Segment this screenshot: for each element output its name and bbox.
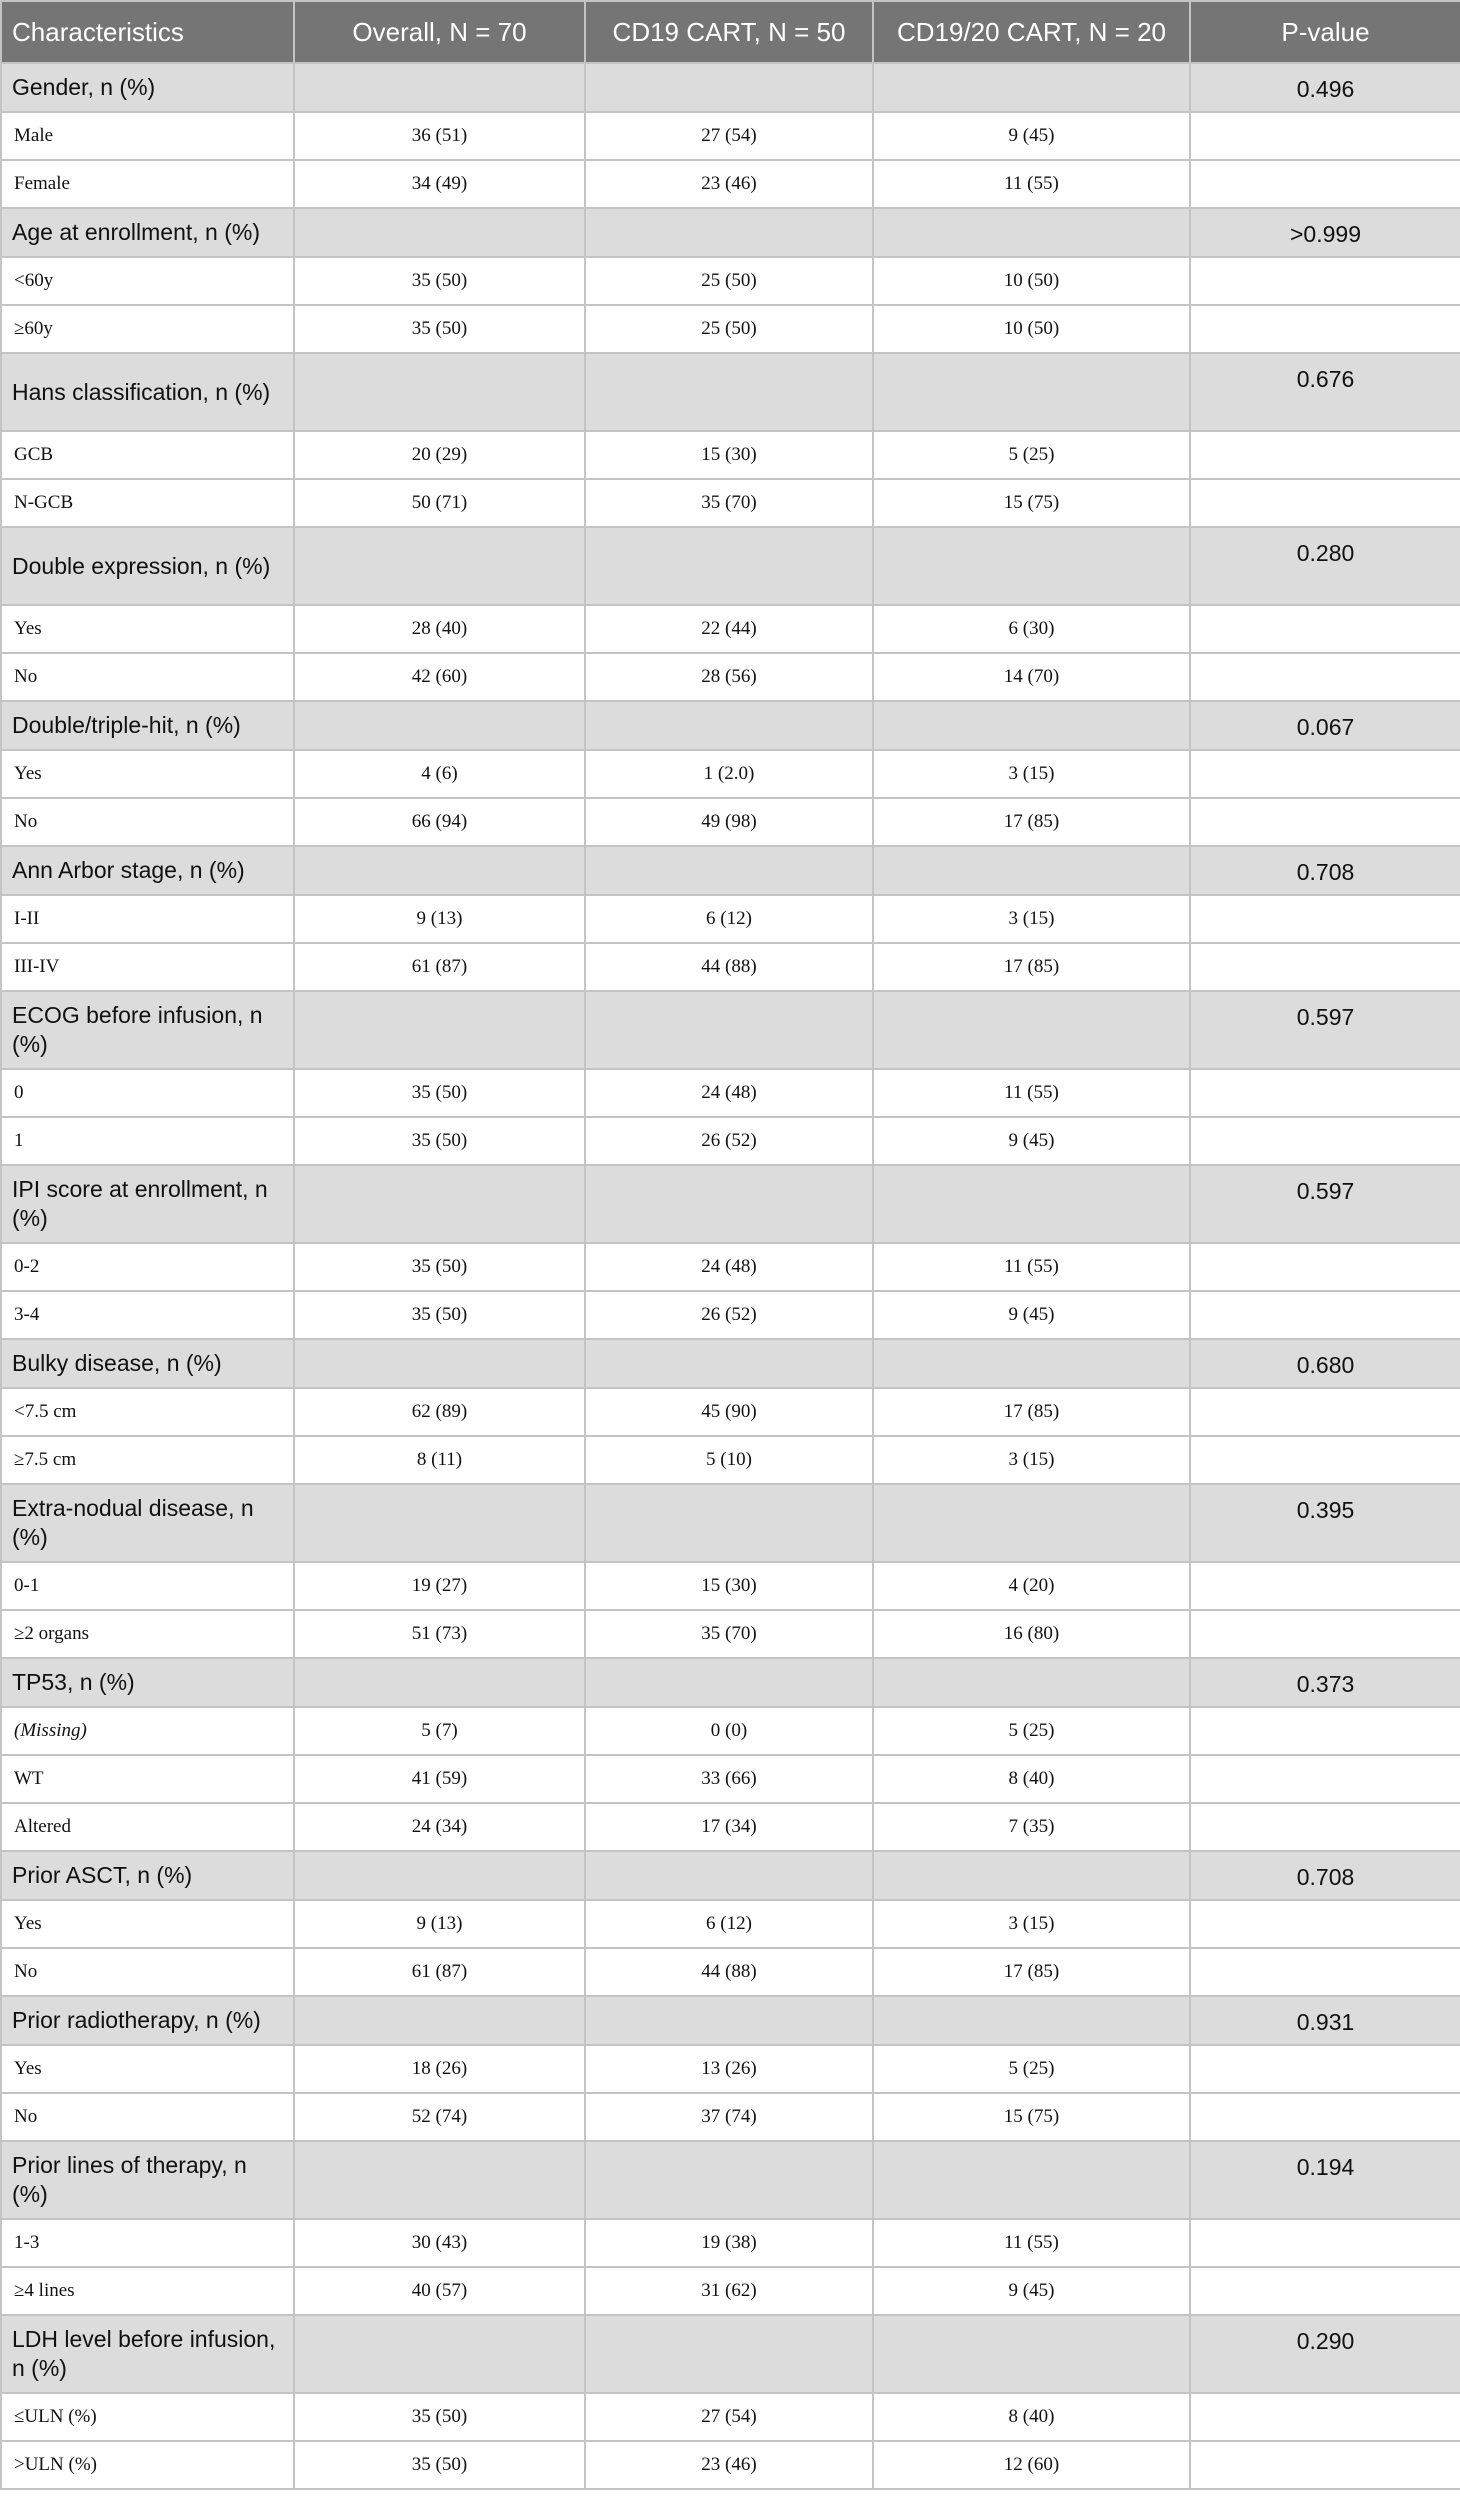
empty-cell: [873, 527, 1190, 605]
table-row: [1, 1243, 1460, 1291]
overall-value: 66 (94): [294, 798, 585, 846]
empty-cell: [585, 2315, 873, 2393]
empty-cell: [294, 2315, 585, 2393]
cd19-cart-value: 17 (34): [585, 1803, 873, 1851]
category-row: [1, 991, 1460, 1069]
empty-cell: [1190, 305, 1460, 353]
cd19-cart-value: 6 (12): [585, 895, 873, 943]
cd19-20-cart-value: 15 (75): [873, 479, 1190, 527]
empty-cell: [873, 1658, 1190, 1707]
table-row: [1, 2393, 1460, 2441]
cd19-cart-value: 1 (2.0): [585, 750, 873, 798]
row-label: ≥7.5 cm: [1, 1436, 294, 1484]
category-label: Prior ASCT, n (%): [1, 1851, 294, 1900]
cd19-cart-value: 15 (30): [585, 1562, 873, 1610]
empty-cell: [585, 1484, 873, 1562]
p-value: 0.373: [1190, 1658, 1460, 1707]
cd19-20-cart-value: 5 (25): [873, 431, 1190, 479]
cd19-cart-value: 5 (10): [585, 1436, 873, 1484]
row-label: <7.5 cm: [1, 1388, 294, 1436]
category-label: IPI score at enrollment, n (%): [1, 1165, 294, 1243]
cd19-cart-value: 45 (90): [585, 1388, 873, 1436]
cd19-cart-value: 25 (50): [585, 305, 873, 353]
cd19-20-cart-value: 11 (55): [873, 1069, 1190, 1117]
category-label: Gender, n (%): [1, 63, 294, 112]
row-label: Altered: [1, 1803, 294, 1851]
empty-cell: [1190, 798, 1460, 846]
category-row: [1, 2315, 1460, 2393]
empty-cell: [1190, 2441, 1460, 2489]
table-row: [1, 2045, 1460, 2093]
overall-value: 61 (87): [294, 943, 585, 991]
overall-value: 20 (29): [294, 431, 585, 479]
cd19-20-cart-value: 11 (55): [873, 2219, 1190, 2267]
row-label: ≥2 organs: [1, 1610, 294, 1658]
table-row: [1, 798, 1460, 846]
header-cd19-20-cart: CD19/20 CART, N = 20: [873, 1, 1190, 63]
overall-value: 50 (71): [294, 479, 585, 527]
row-label: <60y: [1, 257, 294, 305]
empty-cell: [873, 63, 1190, 112]
header-cd19-cart: CD19 CART, N = 50: [585, 1, 873, 63]
category-label: TP53, n (%): [1, 1658, 294, 1707]
cd19-cart-value: 19 (38): [585, 2219, 873, 2267]
table-row: [1, 1069, 1460, 1117]
cd19-cart-value: 15 (30): [585, 431, 873, 479]
p-value: 0.194: [1190, 2141, 1460, 2219]
row-label: No: [1, 653, 294, 701]
cd19-cart-value: 35 (70): [585, 479, 873, 527]
table-row: [1, 1707, 1460, 1755]
empty-cell: [1190, 112, 1460, 160]
empty-cell: [294, 991, 585, 1069]
empty-cell: [585, 353, 873, 431]
empty-cell: [585, 63, 873, 112]
empty-cell: [1190, 1900, 1460, 1948]
cd19-20-cart-value: 8 (40): [873, 2393, 1190, 2441]
category-label: Double/triple-hit, n (%): [1, 701, 294, 750]
empty-cell: [873, 1484, 1190, 1562]
empty-cell: [1190, 653, 1460, 701]
p-value: 0.708: [1190, 1851, 1460, 1900]
cd19-20-cart-value: 17 (85): [873, 1948, 1190, 1996]
empty-cell: [1190, 431, 1460, 479]
row-label: 3-4: [1, 1291, 294, 1339]
cd19-20-cart-value: 17 (85): [873, 1388, 1190, 1436]
empty-cell: [873, 1165, 1190, 1243]
overall-value: 24 (34): [294, 1803, 585, 1851]
table-row: [1, 653, 1460, 701]
overall-value: 51 (73): [294, 1610, 585, 1658]
empty-cell: [873, 1851, 1190, 1900]
p-value: 0.290: [1190, 2315, 1460, 2393]
header-row: [1, 1, 1460, 63]
empty-cell: [1190, 2393, 1460, 2441]
cd19-20-cart-value: 8 (40): [873, 1755, 1190, 1803]
empty-cell: [873, 2315, 1190, 2393]
cd19-cart-value: 26 (52): [585, 1117, 873, 1165]
empty-cell: [873, 991, 1190, 1069]
row-label: 0-2: [1, 1243, 294, 1291]
overall-value: 5 (7): [294, 1707, 585, 1755]
cd19-20-cart-value: 5 (25): [873, 1707, 1190, 1755]
empty-cell: [1190, 1707, 1460, 1755]
overall-value: 36 (51): [294, 112, 585, 160]
table-row: [1, 1436, 1460, 1484]
table-row: [1, 479, 1460, 527]
table-row: [1, 2267, 1460, 2315]
overall-value: 4 (6): [294, 750, 585, 798]
empty-cell: [1190, 1243, 1460, 1291]
overall-value: 40 (57): [294, 2267, 585, 2315]
row-label: GCB: [1, 431, 294, 479]
row-label: Yes: [1, 1900, 294, 1948]
row-label: Yes: [1, 605, 294, 653]
row-label: III-IV: [1, 943, 294, 991]
table-row: [1, 1610, 1460, 1658]
empty-cell: [585, 991, 873, 1069]
category-row: [1, 1165, 1460, 1243]
category-label: ECOG before infusion, n (%): [1, 991, 294, 1069]
p-value: 0.067: [1190, 701, 1460, 750]
empty-cell: [294, 1484, 585, 1562]
category-row: [1, 2141, 1460, 2219]
empty-cell: [1190, 257, 1460, 305]
p-value: 0.395: [1190, 1484, 1460, 1562]
empty-cell: [1190, 895, 1460, 943]
table-row: [1, 1948, 1460, 1996]
cd19-cart-value: 23 (46): [585, 160, 873, 208]
empty-cell: [294, 1658, 585, 1707]
overall-value: 35 (50): [294, 257, 585, 305]
cd19-cart-value: 23 (46): [585, 2441, 873, 2489]
empty-cell: [1190, 1388, 1460, 1436]
overall-value: 8 (11): [294, 1436, 585, 1484]
overall-value: 35 (50): [294, 2393, 585, 2441]
table-row: [1, 431, 1460, 479]
overall-value: 35 (50): [294, 1069, 585, 1117]
category-label: Prior lines of therapy, n (%): [1, 2141, 294, 2219]
empty-cell: [585, 208, 873, 257]
row-label: (Missing): [1, 1707, 294, 1755]
category-row: [1, 1658, 1460, 1707]
empty-cell: [294, 1851, 585, 1900]
row-label: No: [1, 1948, 294, 1996]
cd19-cart-value: 37 (74): [585, 2093, 873, 2141]
empty-cell: [873, 208, 1190, 257]
cd19-cart-value: 24 (48): [585, 1069, 873, 1117]
empty-cell: [585, 1339, 873, 1388]
p-value: 0.708: [1190, 846, 1460, 895]
overall-value: 42 (60): [294, 653, 585, 701]
table-row: [1, 1388, 1460, 1436]
category-label: Bulky disease, n (%): [1, 1339, 294, 1388]
table-row: [1, 943, 1460, 991]
empty-cell: [294, 63, 585, 112]
overall-value: 30 (43): [294, 2219, 585, 2267]
empty-cell: [1190, 479, 1460, 527]
category-row: [1, 353, 1460, 431]
overall-value: 9 (13): [294, 1900, 585, 1948]
empty-cell: [294, 846, 585, 895]
table-row: [1, 1291, 1460, 1339]
category-label: Extra-nodual disease, n (%): [1, 1484, 294, 1562]
row-label: No: [1, 2093, 294, 2141]
empty-cell: [873, 2141, 1190, 2219]
category-label: Hans classification, n (%): [1, 353, 294, 431]
p-value: 0.280: [1190, 527, 1460, 605]
overall-value: 62 (89): [294, 1388, 585, 1436]
row-label: Female: [1, 160, 294, 208]
cd19-cart-value: 27 (54): [585, 2393, 873, 2441]
empty-cell: [1190, 750, 1460, 798]
empty-cell: [1190, 2093, 1460, 2141]
empty-cell: [294, 1996, 585, 2045]
cd19-cart-value: 44 (88): [585, 943, 873, 991]
table-row: [1, 2093, 1460, 2141]
p-value: 0.597: [1190, 991, 1460, 1069]
empty-cell: [294, 2141, 585, 2219]
row-label: No: [1, 798, 294, 846]
overall-value: 35 (50): [294, 1117, 585, 1165]
overall-value: 35 (50): [294, 1291, 585, 1339]
cd19-cart-value: 22 (44): [585, 605, 873, 653]
row-label: 0-1: [1, 1562, 294, 1610]
empty-cell: [294, 1339, 585, 1388]
overall-value: 61 (87): [294, 1948, 585, 1996]
empty-cell: [585, 527, 873, 605]
p-value: 0.496: [1190, 63, 1460, 112]
table-row: [1, 1117, 1460, 1165]
empty-cell: [873, 1339, 1190, 1388]
p-value: 0.597: [1190, 1165, 1460, 1243]
category-row: [1, 208, 1460, 257]
empty-cell: [1190, 1755, 1460, 1803]
cd19-20-cart-value: 16 (80): [873, 1610, 1190, 1658]
empty-cell: [1190, 1291, 1460, 1339]
empty-cell: [1190, 1948, 1460, 1996]
cd19-20-cart-value: 10 (50): [873, 257, 1190, 305]
empty-cell: [585, 1658, 873, 1707]
empty-cell: [585, 1165, 873, 1243]
cd19-20-cart-value: 6 (30): [873, 605, 1190, 653]
p-value: 0.680: [1190, 1339, 1460, 1388]
empty-cell: [1190, 2267, 1460, 2315]
table-row: [1, 895, 1460, 943]
cd19-cart-value: 44 (88): [585, 1948, 873, 1996]
table-row: [1, 160, 1460, 208]
cd19-20-cart-value: 7 (35): [873, 1803, 1190, 1851]
row-label: WT: [1, 1755, 294, 1803]
cd19-20-cart-value: 4 (20): [873, 1562, 1190, 1610]
empty-cell: [1190, 1117, 1460, 1165]
cd19-20-cart-value: 9 (45): [873, 1291, 1190, 1339]
cd19-20-cart-value: 9 (45): [873, 2267, 1190, 2315]
category-row: [1, 1996, 1460, 2045]
empty-cell: [873, 353, 1190, 431]
empty-cell: [873, 846, 1190, 895]
empty-cell: [585, 1851, 873, 1900]
table-row: [1, 1562, 1460, 1610]
empty-cell: [873, 1996, 1190, 2045]
cd19-20-cart-value: 9 (45): [873, 1117, 1190, 1165]
empty-cell: [294, 353, 585, 431]
category-row: [1, 527, 1460, 605]
category-label: Double expression, n (%): [1, 527, 294, 605]
cd19-cart-value: 27 (54): [585, 112, 873, 160]
empty-cell: [585, 846, 873, 895]
table-row: [1, 2219, 1460, 2267]
category-row: [1, 1484, 1460, 1562]
row-label: ≥60y: [1, 305, 294, 353]
cd19-20-cart-value: 3 (15): [873, 1900, 1190, 1948]
cd19-20-cart-value: 3 (15): [873, 895, 1190, 943]
empty-cell: [1190, 2219, 1460, 2267]
category-row: [1, 701, 1460, 750]
empty-cell: [873, 701, 1190, 750]
empty-cell: [585, 701, 873, 750]
category-row: [1, 63, 1460, 112]
cd19-20-cart-value: 11 (55): [873, 160, 1190, 208]
empty-cell: [294, 701, 585, 750]
table-row: [1, 750, 1460, 798]
row-label: ≥4 lines: [1, 2267, 294, 2315]
empty-cell: [294, 208, 585, 257]
empty-cell: [585, 2141, 873, 2219]
category-row: [1, 1339, 1460, 1388]
row-label: >ULN (%): [1, 2441, 294, 2489]
cd19-20-cart-value: 17 (85): [873, 943, 1190, 991]
table-body: [1, 63, 1460, 2489]
cd19-20-cart-value: 17 (85): [873, 798, 1190, 846]
p-value: 0.676: [1190, 353, 1460, 431]
row-label: I-II: [1, 895, 294, 943]
overall-value: 34 (49): [294, 160, 585, 208]
cd19-20-cart-value: 12 (60): [873, 2441, 1190, 2489]
overall-value: 41 (59): [294, 1755, 585, 1803]
cd19-cart-value: 24 (48): [585, 1243, 873, 1291]
empty-cell: [1190, 605, 1460, 653]
category-row: [1, 846, 1460, 895]
row-label: Male: [1, 112, 294, 160]
row-label: Yes: [1, 750, 294, 798]
cd19-cart-value: 13 (26): [585, 2045, 873, 2093]
p-value: >0.999: [1190, 208, 1460, 257]
cd19-cart-value: 33 (66): [585, 1755, 873, 1803]
cd19-20-cart-value: 9 (45): [873, 112, 1190, 160]
category-label: Ann Arbor stage, n (%): [1, 846, 294, 895]
overall-value: 35 (50): [294, 1243, 585, 1291]
table-row: [1, 1803, 1460, 1851]
overall-value: 52 (74): [294, 2093, 585, 2141]
cd19-20-cart-value: 3 (15): [873, 750, 1190, 798]
cd19-cart-value: 26 (52): [585, 1291, 873, 1339]
empty-cell: [1190, 1069, 1460, 1117]
table-row: [1, 1900, 1460, 1948]
table-row: [1, 257, 1460, 305]
empty-cell: [294, 1165, 585, 1243]
cd19-cart-value: 49 (98): [585, 798, 873, 846]
empty-cell: [1190, 1803, 1460, 1851]
row-label: Yes: [1, 2045, 294, 2093]
table-row: [1, 1755, 1460, 1803]
header-characteristics: Characteristics: [1, 1, 294, 63]
row-label: 1: [1, 1117, 294, 1165]
empty-cell: [1190, 160, 1460, 208]
overall-value: 35 (50): [294, 2441, 585, 2489]
row-label: 0: [1, 1069, 294, 1117]
cd19-20-cart-value: 11 (55): [873, 1243, 1190, 1291]
overall-value: 18 (26): [294, 2045, 585, 2093]
table-row: [1, 2441, 1460, 2489]
header-p-value: P-value: [1190, 1, 1460, 63]
category-label: Age at enrollment, n (%): [1, 208, 294, 257]
overall-value: 35 (50): [294, 305, 585, 353]
row-label: 1-3: [1, 2219, 294, 2267]
empty-cell: [1190, 1436, 1460, 1484]
overall-value: 28 (40): [294, 605, 585, 653]
cd19-cart-value: 6 (12): [585, 1900, 873, 1948]
empty-cell: [294, 527, 585, 605]
table-row: [1, 605, 1460, 653]
p-value: 0.931: [1190, 1996, 1460, 2045]
empty-cell: [1190, 1610, 1460, 1658]
category-label: Prior radiotherapy, n (%): [1, 1996, 294, 2045]
cd19-cart-value: 31 (62): [585, 2267, 873, 2315]
table-row: [1, 112, 1460, 160]
header-overall: Overall, N = 70: [294, 1, 585, 63]
empty-cell: [1190, 1562, 1460, 1610]
empty-cell: [1190, 943, 1460, 991]
empty-cell: [1190, 2045, 1460, 2093]
overall-value: 9 (13): [294, 895, 585, 943]
overall-value: 19 (27): [294, 1562, 585, 1610]
row-label: N-GCB: [1, 479, 294, 527]
cd19-20-cart-value: 3 (15): [873, 1436, 1190, 1484]
cd19-cart-value: 28 (56): [585, 653, 873, 701]
row-label: ≤ULN (%): [1, 2393, 294, 2441]
cd19-20-cart-value: 5 (25): [873, 2045, 1190, 2093]
table-row: [1, 305, 1460, 353]
cd19-cart-value: 25 (50): [585, 257, 873, 305]
cd19-20-cart-value: 15 (75): [873, 2093, 1190, 2141]
cd19-cart-value: 35 (70): [585, 1610, 873, 1658]
category-row: [1, 1851, 1460, 1900]
cd19-20-cart-value: 10 (50): [873, 305, 1190, 353]
cd19-20-cart-value: 14 (70): [873, 653, 1190, 701]
empty-cell: [585, 1996, 873, 2045]
cd19-cart-value: 0 (0): [585, 1707, 873, 1755]
category-label: LDH level before infusion, n (%): [1, 2315, 294, 2393]
